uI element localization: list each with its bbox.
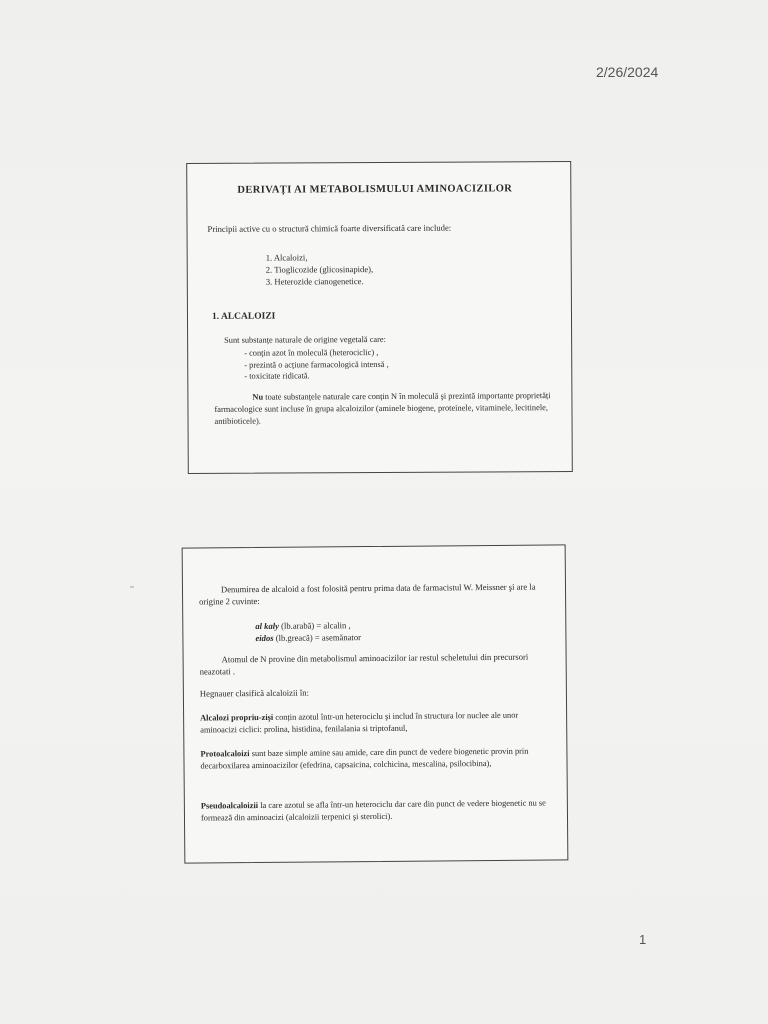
bullet-item: - conțin azot în moleculă (heterociclic) ,	[244, 348, 379, 358]
category-paragraph	[200, 709, 550, 735]
page-number: 1	[639, 932, 647, 947]
classification-intro: Hegnauer clasifică alcaloizii în:	[199, 687, 309, 699]
list-item: 3. Heterozide cianogenetice.	[265, 276, 364, 287]
scan-speck	[130, 586, 134, 588]
section-description: Sunt substanțe naturale de origine vegetală care:	[224, 334, 386, 345]
note-paragraph	[214, 390, 554, 428]
etymology-term: eidos	[255, 632, 274, 644]
print-date: 2/26/2024	[596, 64, 659, 80]
category-text: conțin azotul într-un heterociclu şi includ în structura lor nuclee ale unor aminoacizi ciclici: prolina, histidina, fenilalania si triptofanul,	[200, 710, 519, 735]
category-text: sunt baze simple amine sau amide, care din punct de vedere biogenetic provin prin decarboxilarea aminoacizilor (efedrina, capsaicina, colchicina, mescalina, psilocibina),	[200, 746, 529, 771]
category-text: la care azotul se afla într-un heterociclu dar care din punct de vedere biogenetic nu se formează din aminoacizi (alcaloizii terpenici şi sterolici).	[200, 798, 546, 823]
etymology-rest: (lb.arabă) = alcalin ,	[278, 620, 351, 631]
category-paragraph	[200, 745, 550, 771]
bullet-list	[244, 347, 389, 382]
intro-text: Denumirea de alcaloid a fost folosită pentru prima data de farmacistul W. Meissner şi are la origine 2 cuvinte:	[199, 581, 536, 607]
etymology-item	[255, 619, 361, 632]
slide-2	[182, 544, 569, 863]
nitrogen-paragraph	[200, 650, 550, 677]
slide-1	[186, 161, 573, 474]
category-name: Pseudoalcaloizii	[200, 801, 259, 811]
category-paragraph	[201, 797, 551, 823]
etymology-rest: (lb.greacă) = asemănator	[273, 632, 362, 643]
list-item: 1. Alcaloizi,	[265, 252, 308, 263]
bullet-item: - prezintă o acțiune farmacologică intensă ,	[244, 359, 389, 370]
slide-intro: Principii active cu o structură chimică foarte diversificată care include:	[207, 222, 452, 234]
note-bold: Nu	[252, 392, 264, 402]
bullet-item: - toxicitate ridicată.	[244, 371, 310, 381]
etymology-item	[255, 631, 361, 644]
section-heading: 1. ALCALOIZI	[211, 311, 276, 322]
etymology-term: al kaly	[255, 620, 279, 632]
numbered-list	[266, 251, 374, 288]
list-item: 2. Tioglicozide (glicosinapide),	[265, 264, 374, 275]
slide-title: DERIVAȚI AI METABOLISMULUI AMINOACIZILOR	[237, 183, 513, 196]
nitrogen-text: Atomul de N provine din metabolismul aminoacizilor iar restul scheletului din precursori neazotati .	[199, 651, 529, 677]
intro-paragraph	[199, 580, 549, 607]
category-name: Protoalcaloizi	[200, 749, 250, 759]
etymology-list	[255, 619, 361, 644]
note-text: toate substanțele naturale care conțin N în moleculă şi prezintă importante proprietăți farmacologice sunt incluse în grupa alcaloizilor (aminele biogene, proteinele, vitaminele, lecitinele, antibioticele).	[214, 391, 551, 426]
category-name: Alcalozi propriu-zişi	[200, 712, 274, 723]
